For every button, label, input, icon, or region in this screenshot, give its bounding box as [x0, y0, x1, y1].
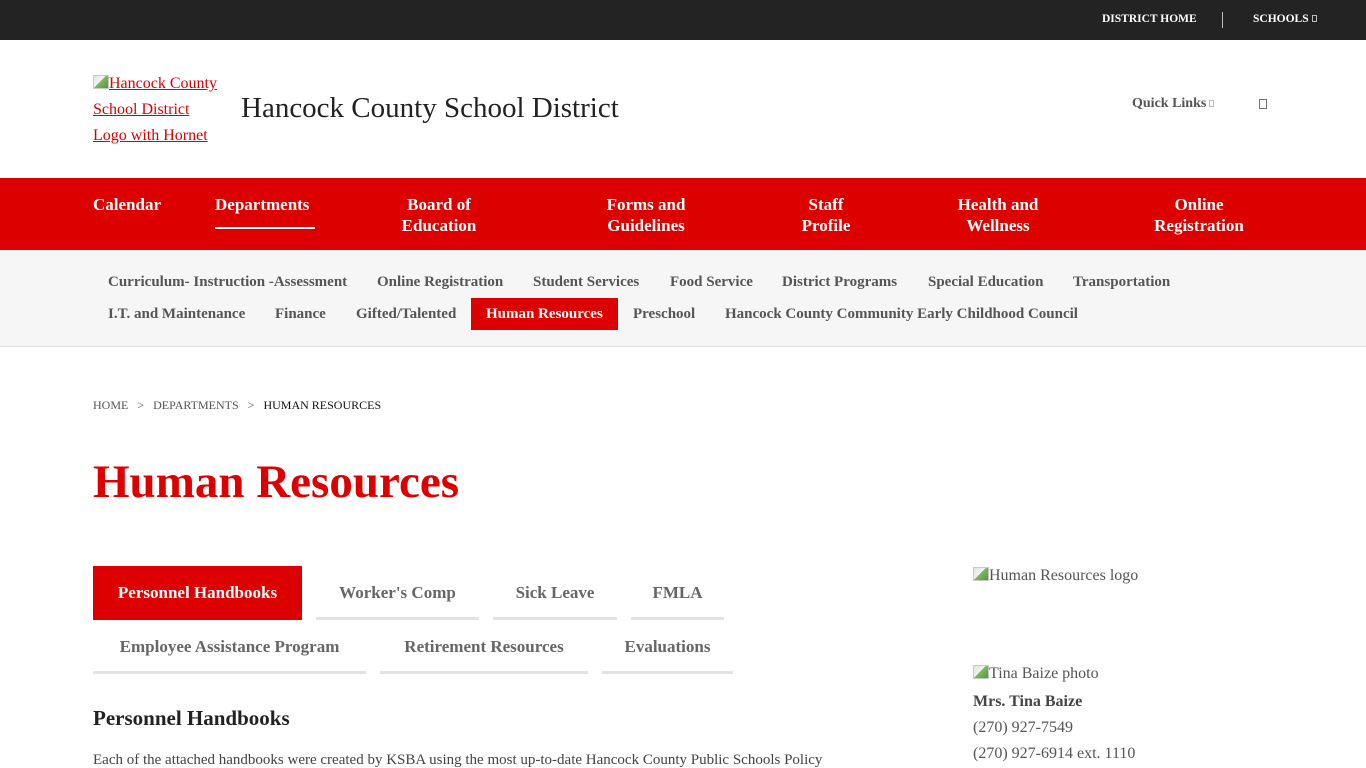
department-subnav [0, 250, 1366, 347]
search-icon[interactable] [1259, 99, 1267, 109]
section-title: Personnel Handbooks [93, 706, 290, 730]
utility-bar [0, 0, 1366, 40]
tab-retirement-resources[interactable]: Retirement Resources [380, 620, 588, 674]
section-body-text: Each of the attached handbooks were created by KSBA using the most up-to-date Hancock County Public Schools Policy [93, 752, 823, 768]
nav-departments[interactable] [215, 194, 309, 215]
breadcrumb-home[interactable]: HOME [93, 398, 129, 412]
tab-employee-assistance-program[interactable]: Employee Assistance Program [93, 620, 366, 674]
active-nav-underline [215, 227, 315, 229]
subnav-food-service[interactable]: Food Service [670, 274, 753, 290]
staff-photo [973, 665, 1099, 683]
site-title: Hancock County School District [241, 92, 619, 124]
logo-alt-line-1: Hancock County [109, 75, 217, 92]
subnav-district-programs[interactable]: District Programs [782, 274, 898, 290]
subnav-online-registration[interactable]: Online Registration [377, 274, 504, 290]
nav-label: Forms and [606, 195, 686, 214]
tab-sick-leave[interactable]: Sick Leave [493, 566, 617, 620]
nav-label: Profile [801, 216, 851, 235]
nav-label: Online [1174, 195, 1224, 214]
nav-staff-profile[interactable] [790, 194, 862, 236]
utility-divider [1222, 12, 1223, 28]
broken-image-icon [973, 665, 989, 679]
subnav-human-resources[interactable]: Human Resources [471, 298, 618, 330]
breadcrumb [93, 398, 381, 413]
nav-label: Departments [215, 195, 310, 214]
hr-logo-image [973, 567, 1138, 585]
nav-label: Staff [808, 195, 844, 214]
subnav-preschool[interactable]: Preschool [633, 306, 696, 322]
tab-personnel-handbooks[interactable]: Personnel Handbooks [93, 566, 302, 620]
subnav-student-services[interactable]: Student Services [533, 274, 640, 290]
nav-label: Education [401, 216, 477, 235]
breadcrumb-separator: > [247, 398, 255, 412]
nav-label: Health and [957, 195, 1039, 214]
nav-label: Wellness [966, 216, 1030, 235]
schools-menu-button[interactable] [1253, 13, 1317, 25]
subnav-curriculum[interactable]: Curriculum- Instruction -Assessment [108, 274, 348, 290]
breadcrumb-current: HUMAN RESOURCES [263, 398, 382, 412]
tab-fmla[interactable]: FMLA [631, 566, 724, 620]
logo-alt-line-3: Logo with Hornet [93, 127, 208, 144]
site-logo-link[interactable] [93, 71, 223, 149]
staff-photo-alt: Tina Baize photo [989, 665, 1099, 682]
schools-label: SCHOOLS [1253, 13, 1309, 25]
nav-label: Board of [407, 195, 471, 214]
nav-board-of-education[interactable] [390, 194, 488, 236]
chevron-down-icon [1312, 15, 1317, 22]
hr-logo-alt: Human Resources logo [989, 567, 1139, 584]
district-home-link[interactable]: DISTRICT HOME [1102, 13, 1197, 25]
nav-health-and-wellness[interactable] [948, 194, 1048, 236]
breadcrumb-separator: > [137, 398, 145, 412]
breadcrumb-departments[interactable]: DEPARTMENTS [153, 398, 239, 412]
broken-image-icon [973, 567, 989, 581]
page-title: Human Resources [93, 456, 459, 508]
tab-evaluations[interactable]: Evaluations [602, 620, 733, 674]
subnav-special-education[interactable]: Special Education [928, 274, 1044, 290]
subnav-gifted-talented[interactable]: Gifted/Talented [356, 306, 457, 322]
staff-name: Mrs. Tina Baize [973, 693, 1083, 710]
quick-links-label: Quick Links [1132, 96, 1207, 111]
nav-label: Registration [1154, 216, 1244, 235]
nav-online-registration[interactable] [1145, 194, 1253, 236]
main-navigation [0, 178, 1366, 250]
nav-calendar[interactable] [93, 194, 161, 215]
nav-label: Calendar [93, 195, 161, 214]
staff-phone-2[interactable]: (270) 927-6914 ext. 1110 [973, 745, 1136, 762]
subnav-transportation[interactable]: Transportation [1073, 274, 1171, 290]
logo-alt-line-2: School District [93, 101, 190, 118]
broken-image-icon [93, 75, 109, 89]
tab-workers-comp[interactable]: Worker's Comp [316, 566, 479, 620]
chevron-down-icon [1209, 100, 1214, 107]
subnav-early-childhood-council[interactable]: Hancock County Community Early Childhood Council [725, 306, 1078, 322]
subnav-finance[interactable]: Finance [275, 306, 326, 322]
staff-phone-1[interactable]: (270) 927-7549 [973, 719, 1073, 736]
quick-links-button[interactable] [1132, 96, 1214, 112]
subnav-it-maintenance[interactable]: I.T. and Maintenance [108, 306, 246, 322]
nav-label: Guidelines [607, 216, 685, 235]
nav-forms-and-guidelines[interactable] [596, 194, 696, 236]
site-header [0, 40, 1366, 178]
